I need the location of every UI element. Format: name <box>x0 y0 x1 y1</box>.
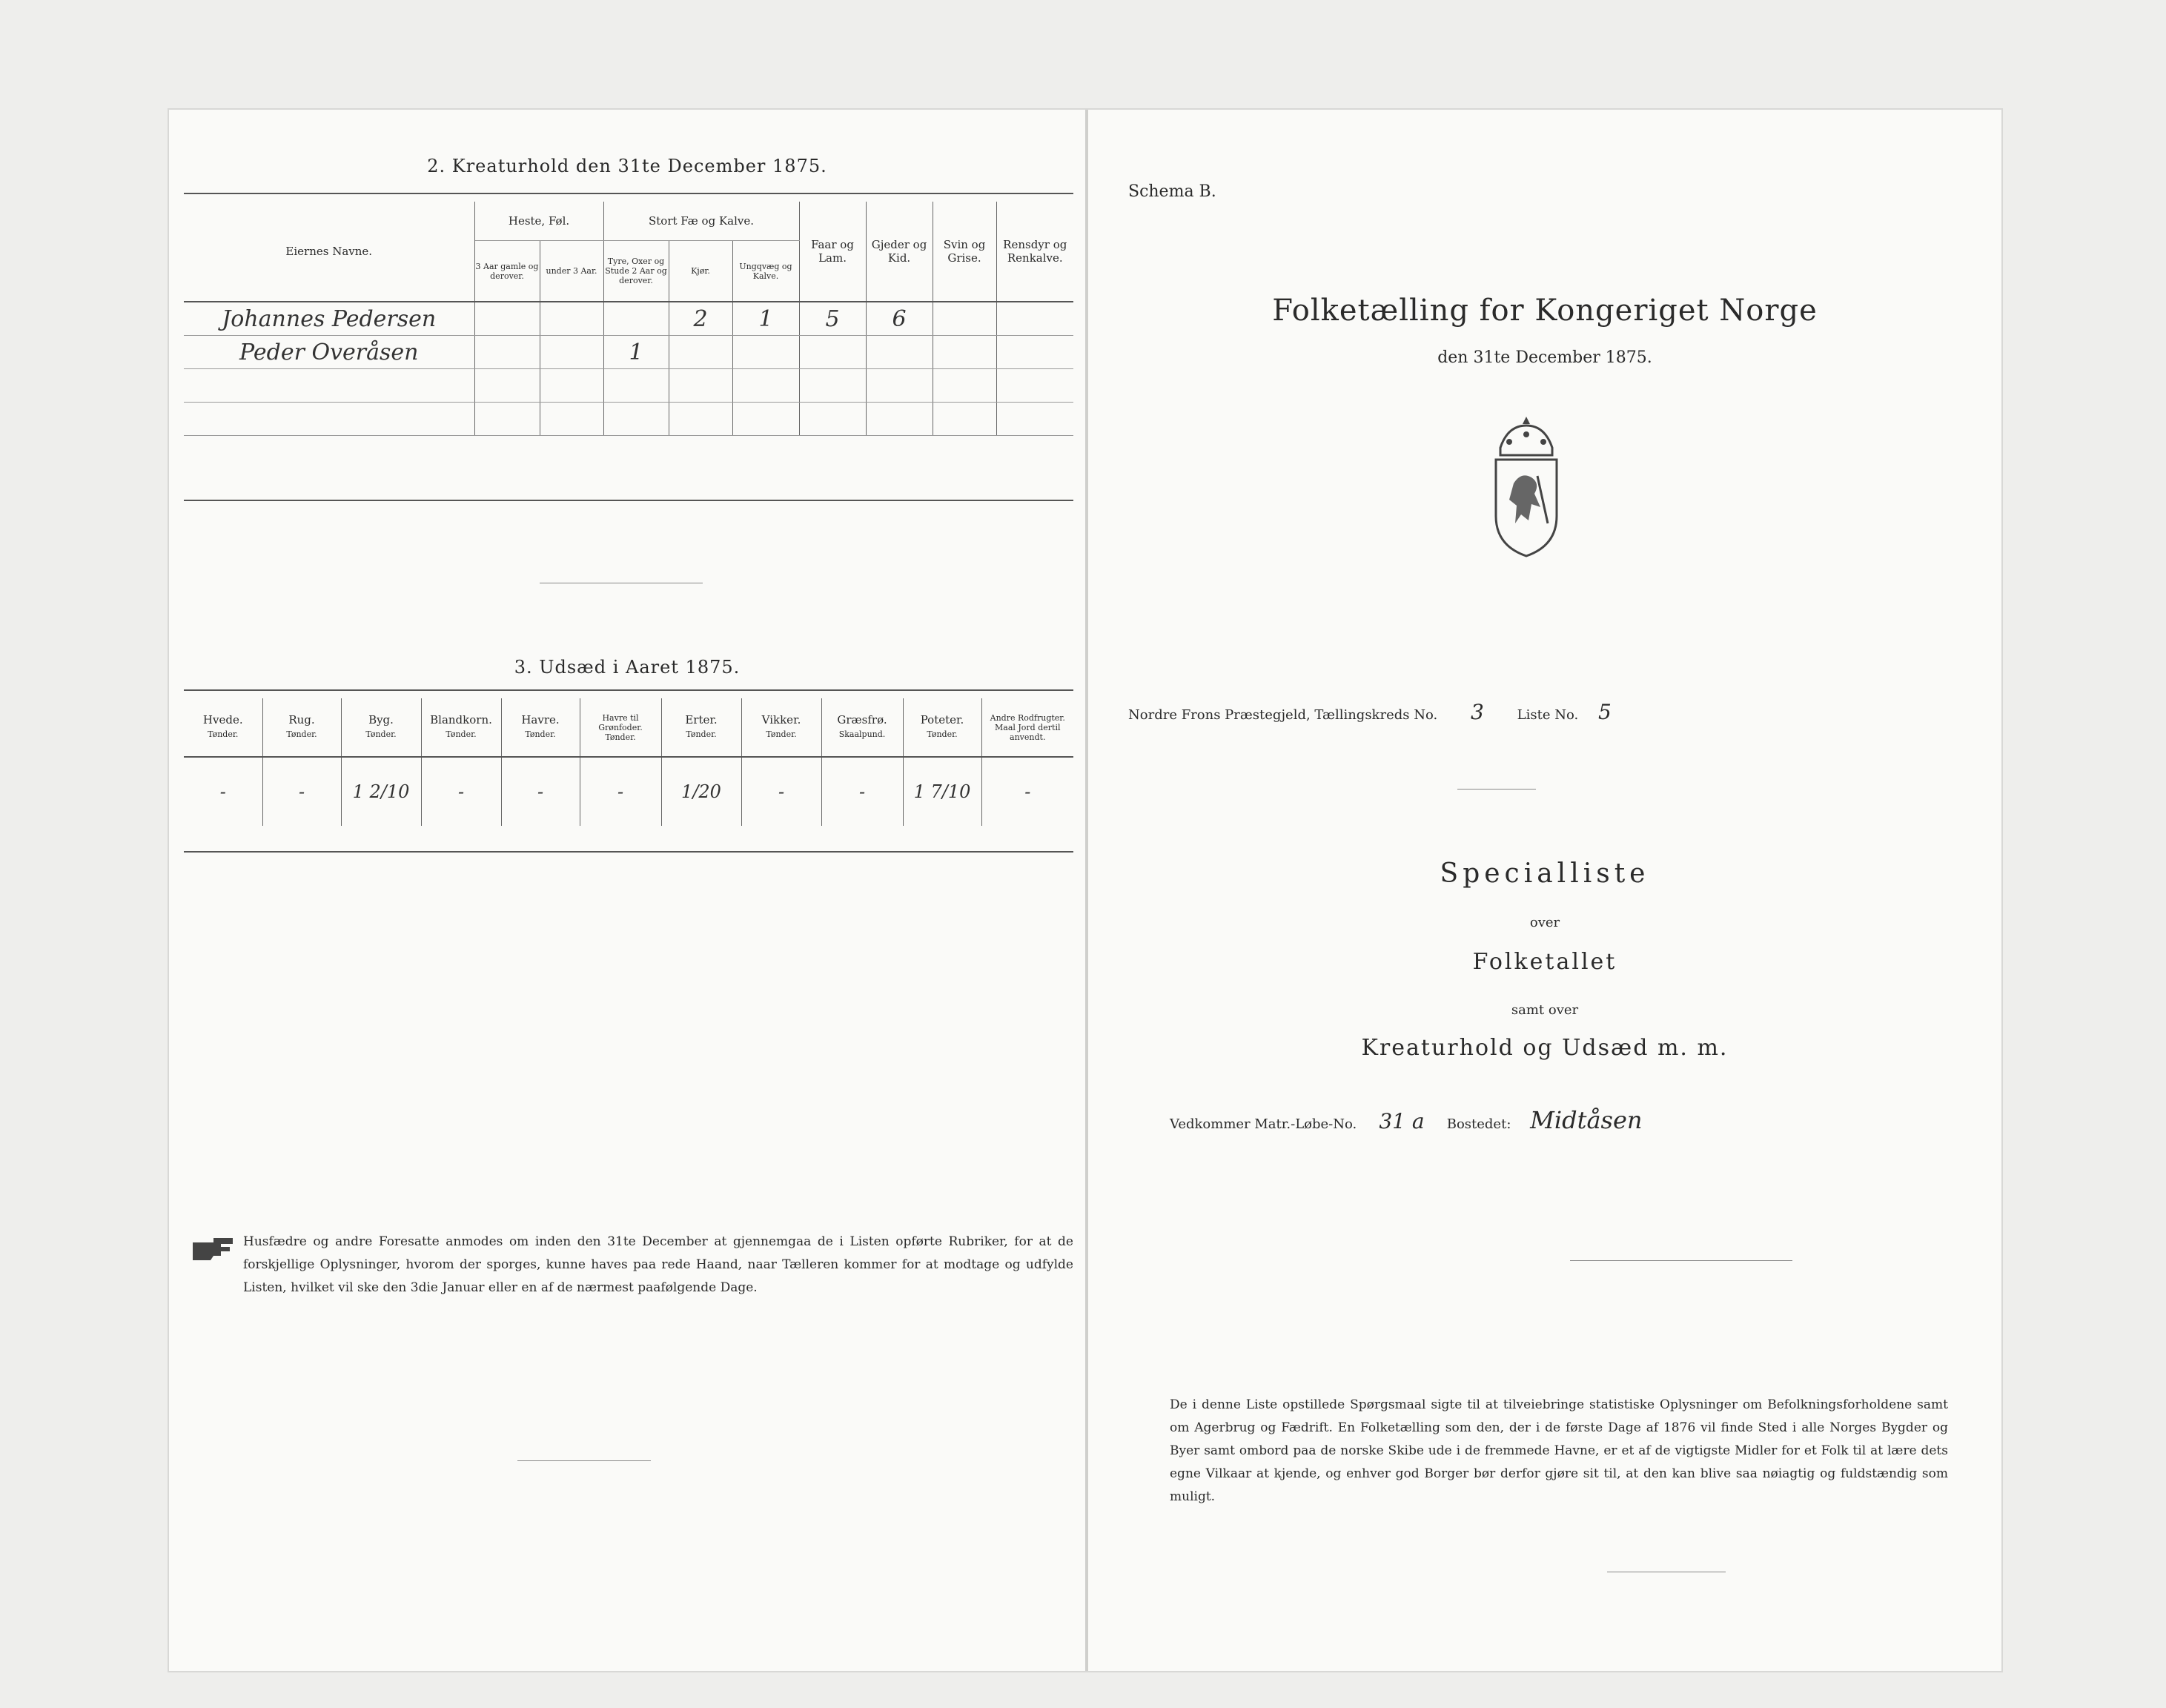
goats-header: Gjeder og Kid. <box>866 202 933 302</box>
seed-col-header <box>184 698 262 757</box>
bosted-value: Midtåsen <box>1530 1106 1643 1134</box>
right-page <box>1088 110 2001 1671</box>
cell <box>474 369 540 403</box>
seed-col-header <box>421 698 501 757</box>
cell <box>799 336 866 369</box>
census-title: Folketælling for Kongeriget Norge <box>1272 294 1818 328</box>
seed-value: - <box>421 757 501 826</box>
seed-value: - <box>184 757 262 826</box>
cell <box>996 336 1073 369</box>
schema-label: Schema B. <box>1128 182 1216 201</box>
seed-col-header <box>501 698 580 757</box>
cell <box>540 403 603 436</box>
notice-divider <box>517 1460 651 1461</box>
cell: 6 <box>866 302 933 336</box>
matr-number: 31 a <box>1379 1109 1425 1133</box>
specialliste-heading: Specialliste <box>1440 858 1650 889</box>
owner-name: Peder Overåsen <box>184 336 474 369</box>
samt-over-text: samt over <box>1511 1002 1579 1018</box>
cell <box>732 369 799 403</box>
cell: 2 <box>669 302 732 336</box>
cell <box>933 369 996 403</box>
young-cattle-header: Ungqvæg og Kalve. <box>732 241 799 302</box>
seed-col-header <box>903 698 981 757</box>
cell <box>799 403 866 436</box>
seed-col-name: Andre Rodfrugter. <box>990 712 1065 723</box>
table-row <box>184 336 1073 369</box>
seed-col-name: Havre til Grønfoder. <box>598 712 643 732</box>
table-row <box>184 403 1073 436</box>
table-row <box>184 302 1073 336</box>
seed-table <box>184 698 1073 826</box>
cell <box>799 369 866 403</box>
seed-value: - <box>981 757 1073 826</box>
cell: 1 <box>732 302 799 336</box>
horses-3yr-header: 3 Aar gamle og derover. <box>474 241 540 302</box>
seed-col-unit: Tønder. <box>286 729 317 739</box>
pigs-header: Svin og Grise. <box>933 202 996 302</box>
cell <box>933 403 996 436</box>
title-divider <box>1457 789 1536 790</box>
pointing-hand-icon <box>191 1234 236 1263</box>
cell <box>732 403 799 436</box>
district-number: 3 <box>1471 700 1484 724</box>
cell <box>732 336 799 369</box>
folketallet-heading: Folketallet <box>1472 949 1617 975</box>
census-sheet <box>169 110 2001 1671</box>
over-text: over <box>1529 915 1560 930</box>
district-line <box>1128 700 1627 724</box>
seed-col-unit: Tønder. <box>525 729 556 739</box>
liste-number: 5 <box>1598 700 1612 724</box>
horses-under3-header: under 3 Aar. <box>540 241 603 302</box>
seed-col-header <box>661 698 741 757</box>
cell <box>540 369 603 403</box>
cell <box>669 336 732 369</box>
cows-header: Kjør. <box>669 241 732 302</box>
cell <box>866 336 933 369</box>
cell <box>540 302 603 336</box>
seed-col-unit: Tønder. <box>605 732 636 742</box>
cell <box>474 403 540 436</box>
census-date: den 31te December 1875. <box>1437 348 1652 367</box>
seed-col-unit: Tønder. <box>365 729 397 739</box>
seed-col-header <box>341 698 421 757</box>
seed-col-unit: Tønder. <box>766 729 797 739</box>
bulls-header: Tyre, Oxer og Stude 2 Aar og derover. <box>603 241 669 302</box>
section3-top-rule <box>184 689 1073 691</box>
seed-col-name: Poteter. <box>920 713 964 726</box>
kreaturhold-heading: Kreaturhold og Udsæd m. m. <box>1361 1035 1729 1061</box>
cell <box>603 403 669 436</box>
owner-name-header: Eiernes Navne. <box>184 202 474 302</box>
seed-col-unit: Tønder. <box>686 729 717 739</box>
cattle-group-header: Stort Fæ og Kalve. <box>603 202 799 241</box>
sheep-header: Faar og Lam. <box>799 202 866 302</box>
liste-label: Liste No. <box>1517 707 1579 723</box>
cell: 1 <box>603 336 669 369</box>
seed-col-name: Erter. <box>685 713 718 726</box>
cell <box>669 369 732 403</box>
seed-col-name: Havre. <box>521 713 560 726</box>
cell <box>474 302 540 336</box>
cell <box>866 369 933 403</box>
seed-col-name: Blandkorn. <box>430 713 492 726</box>
matr-line <box>1170 1106 1643 1134</box>
cell <box>669 403 732 436</box>
section2-bottom-rule <box>184 500 1073 501</box>
seed-value: 1 2/10 <box>341 757 421 826</box>
seed-col-header <box>821 698 903 757</box>
seed-value: - <box>821 757 903 826</box>
section3-title: 3. Udsæd i Aaret 1875. <box>514 657 741 678</box>
table-row <box>184 369 1073 403</box>
notice-text: Husfædre og andre Foresatte anmodes om inden den 31te December at gjennemgaa de i Listen opførte Rubriker, for at de forskjellige Oplysninger, hvorom der sporges, kunne haves paa rede Haand, naar Tælleren kommer for at modtage og udfylde Listen, hvilket vil ske den 3die Januar eller en af de nærmest paafølgende Dage. <box>243 1234 1073 1295</box>
section2-title: 2. Kreaturhold den 31te December 1875. <box>427 156 827 176</box>
horses-group-header: Heste, Føl. <box>474 202 603 241</box>
seed-col-name: Vikker. <box>761 713 801 726</box>
section3-bottom-rule <box>184 851 1073 853</box>
seed-col-unit: Maal Jord dertil anvendt. <box>995 722 1061 742</box>
cell <box>866 403 933 436</box>
seed-col-header <box>981 698 1073 757</box>
seed-col-name: Byg. <box>368 713 394 726</box>
bosted-label: Bostedet: <box>1446 1116 1511 1132</box>
district-label: Nordre Frons Præstegjeld, Tællingskreds No. <box>1128 707 1438 723</box>
seed-col-name: Rug. <box>288 713 315 726</box>
seed-value: 1/20 <box>661 757 741 826</box>
cell <box>996 302 1073 336</box>
cell <box>603 302 669 336</box>
cell <box>996 403 1073 436</box>
cell <box>933 302 996 336</box>
coat-of-arms-icon <box>1486 412 1567 560</box>
seed-col-header <box>741 698 821 757</box>
matr-label: Vedkommer Matr.-Løbe-No. <box>1170 1116 1357 1132</box>
seed-value: 1 7/10 <box>903 757 981 826</box>
seed-value: - <box>262 757 341 826</box>
info-text: De i denne Liste opstillede Spørgsmaal sigte til at tilveiebringe statistiske Oplysninger om Befolkningsforholdene samt om Agerbrug og Fædrift. En Folketælling som den, der i de første Dage af 1876 vil finde Sted i alle Norges Bygder og Byer samt ombord paa de norske Skibe ude i de fremmede Havne, er et af de vigtigste Midler for et Folk til at lære dets egne Vilkaar at kjende, og enhver god Borger bør derfor gjøre sit til, at den kan blive saa nøiagtig og fuldstændig som muligt. <box>1170 1397 1948 1504</box>
seed-col-unit: Tønder. <box>446 729 477 739</box>
matr-divider <box>1570 1260 1792 1261</box>
seed-col-unit: Tønder. <box>927 729 958 739</box>
seed-col-unit: Tønder. <box>208 729 239 739</box>
cell <box>540 336 603 369</box>
owner-name: Johannes Pedersen <box>184 302 474 336</box>
livestock-table <box>184 202 1073 436</box>
seed-value: - <box>741 757 821 826</box>
cell <box>933 336 996 369</box>
cell <box>603 369 669 403</box>
cell: 5 <box>799 302 866 336</box>
reindeer-header: Rensdyr og Renkalve. <box>996 202 1073 302</box>
seed-col-header <box>580 698 661 757</box>
left-page <box>169 110 1085 1671</box>
seed-value: - <box>501 757 580 826</box>
cell <box>474 336 540 369</box>
owner-name <box>184 369 474 403</box>
seed-col-unit: Skaalpund. <box>838 729 886 739</box>
cell <box>996 369 1073 403</box>
seed-col-name: Hvede. <box>202 713 243 726</box>
section2-top-rule <box>184 193 1073 194</box>
owner-name <box>184 403 474 436</box>
seed-col-header <box>262 698 341 757</box>
seed-col-name: Græsfrø. <box>837 713 887 726</box>
seed-value: - <box>580 757 661 826</box>
